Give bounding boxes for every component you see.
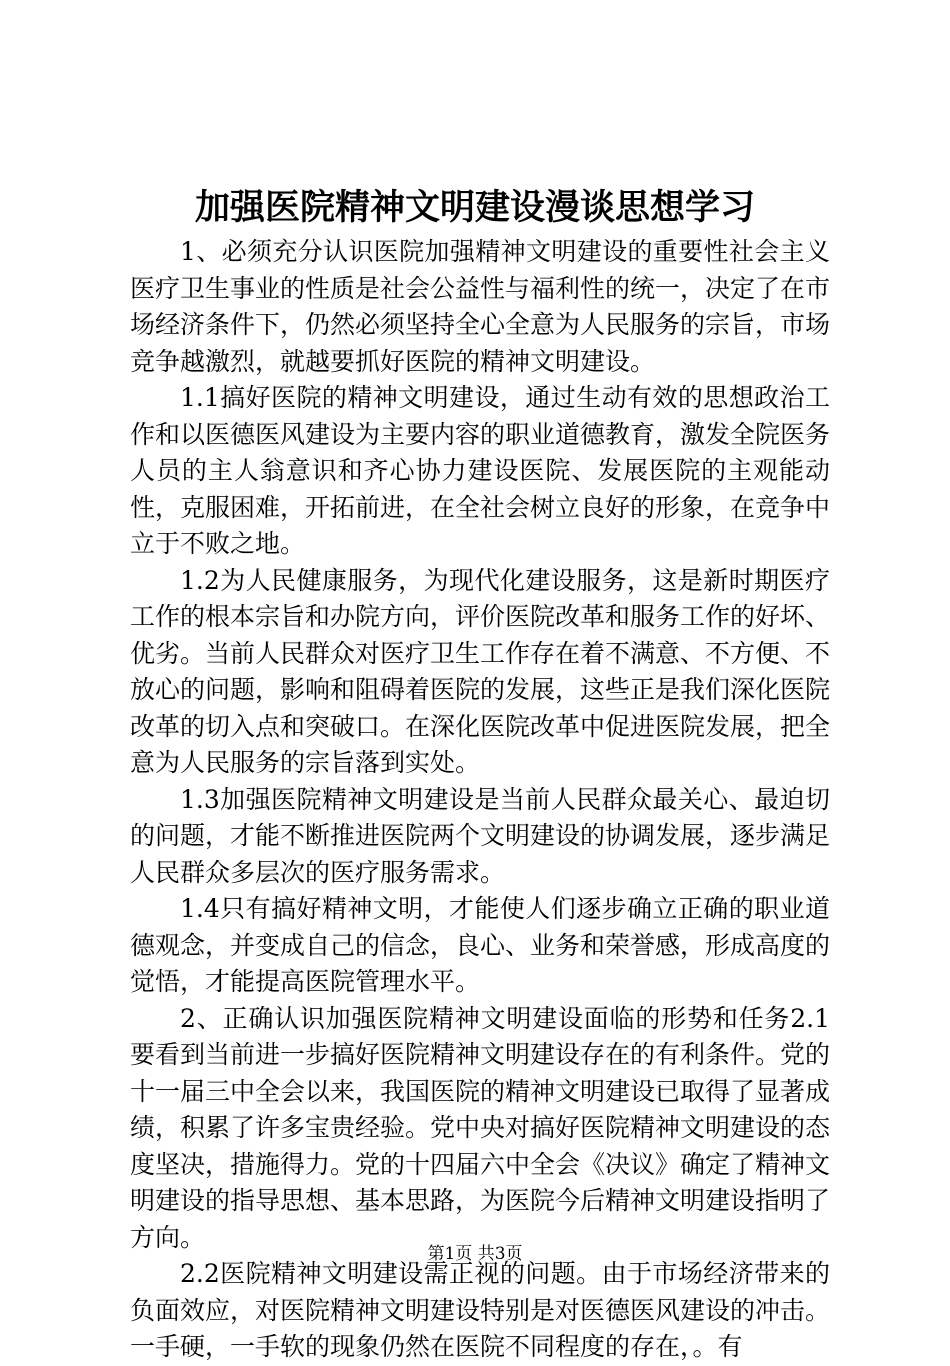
paragraph-1-3: 1.3加强医院精神文明建设是当前人民群众最关心、最迫切的问题，才能不断推进医院两个文明建设的协调发展，逐步满足人民群众多层次的医疗服务需求。 <box>130 784 831 887</box>
paragraph-1-4: 1.4只有搞好精神文明，才能使人们逐步确立正确的职业道德观念，并变成自己的信念，良心、业务和荣誉感，形成高度的觉悟，才能提高医院管理水平。 <box>130 894 831 996</box>
page-number-footer: 第1页 共3页 <box>427 1244 523 1264</box>
document-title: 加强医院精神文明建设漫谈思想学习 <box>194 187 755 228</box>
paragraph-2-2: 2.2医院精神文明建设需正视的问题。由于市场经济带来的负面效应，对医院精神文明建设特别是对医德医风建设的冲击。一手硬，一手软的现象仍然在医院不同程度的存在，。有 <box>130 1259 831 1361</box>
paragraph-1: 1、必须充分认识医院加强精神文明建设的重要性社会主义医疗卫生事业的性质是社会公益性与福利性的统一，决定了在市场经济条件下，仍然必须坚持全心全意为人民服务的宗旨，市场竞争越激烈，就越要抓好医院的精神文明建设。 <box>130 237 831 376</box>
document-body <box>130 234 830 1366</box>
paragraph-1-2: 1.2为人民健康服务，为现代化建设服务，这是新时期医疗工作的根本宗旨和办院方向，评价医院改革和服务工作的好坏、优劣。当前人民群众对医疗卫生工作存在着不满意、不方便、不放心的问题，影响和阻碍着医院的发展，这些正是我们深化医院改革的切入点和突破口。在深化医院改革中促进医院发展，把全意为人民服务的宗旨落到实处。 <box>130 565 831 777</box>
paragraph-2: 2、正确认识加强医院精神文明建设面临的形势和任务2.1要看到当前进一步搞好医院精神文明建设存在的有利条件。党的十一届三中全会以来，我国医院的精神文明建设已取得了显著成绩，积累了许多宝贵经验。党中央对搞好医院精神文明建设的态度坚决，措施得力。党的十四届六中全会《决议》确定了精神文明建设的指导思想、基本思路，为医院今后精神文明建设指明了方向。 <box>130 1003 831 1252</box>
paragraph-1-1: 1.1搞好医院的精神文明建设，通过生动有效的思想政治工作和以医德医风建设为主要内容的职业道德教育，激发全院医务人员的主人翁意识和齐心协力建设医院、发展医院的主观能动性，克服困难，开拓前进，在全社会树立良好的形象，在竞争中立于不败之地。 <box>130 383 831 558</box>
